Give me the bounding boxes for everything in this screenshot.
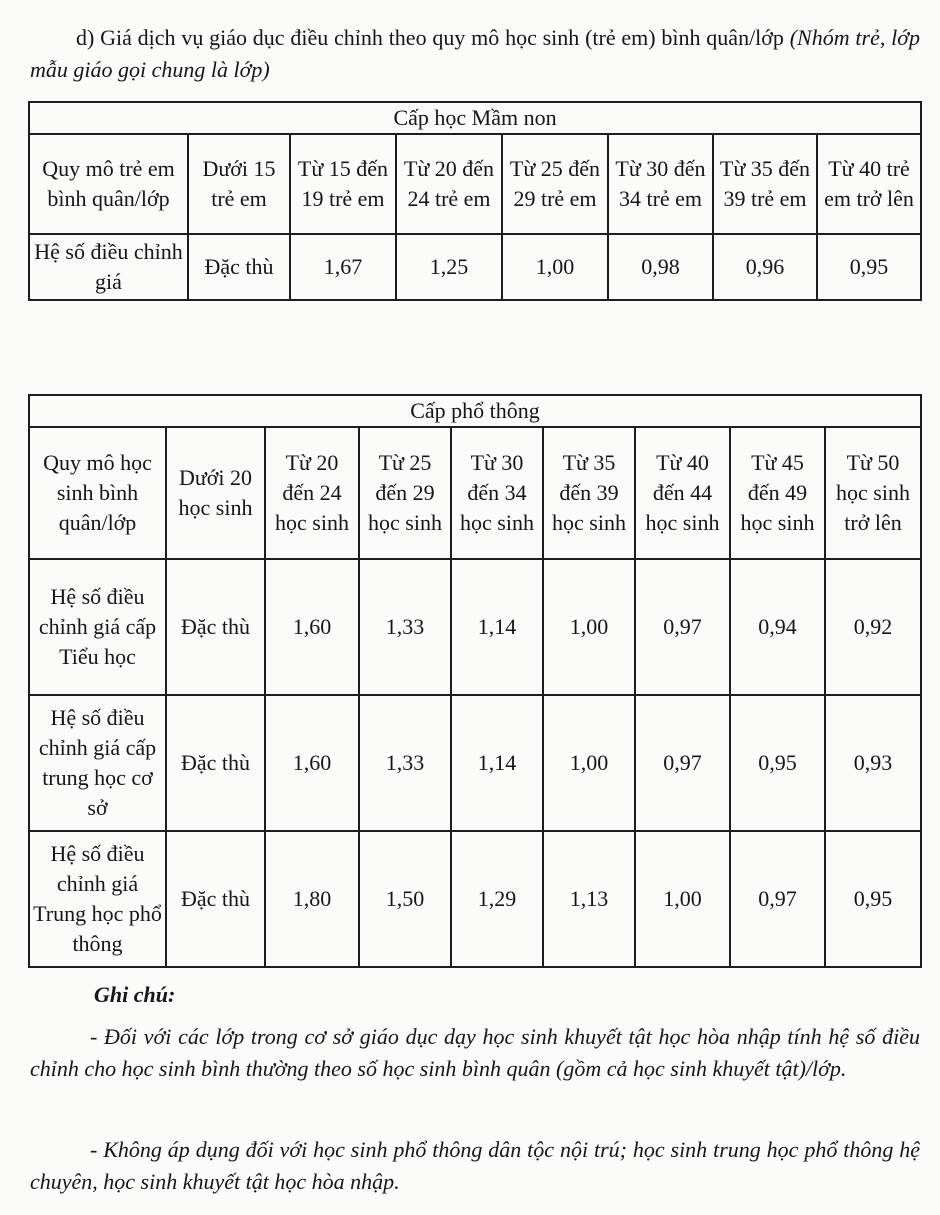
value-cell: 0,94 bbox=[730, 559, 825, 695]
notes-title: Ghi chú: bbox=[94, 982, 176, 1007]
value-cell: 1,00 bbox=[635, 831, 730, 967]
header-cell: Từ 30 đến 34 học sinh bbox=[451, 427, 543, 559]
value-cell: 0,92 bbox=[825, 559, 921, 695]
header-cell: Từ 30 đến 34 trẻ em bbox=[608, 134, 713, 234]
intro-italic: (Nhóm trẻ, lớp mẫu giáo gọi chung là lớp) bbox=[30, 25, 920, 82]
header-cell: Từ 25 đến 29 trẻ em bbox=[502, 134, 608, 234]
general-school-table bbox=[28, 394, 922, 968]
value-cell: 0,97 bbox=[635, 695, 730, 831]
header-cell: Từ 50 học sinh trở lên bbox=[825, 427, 921, 559]
row-label: Hệ số điều chỉnh giá Trung học phổ thông bbox=[29, 831, 166, 967]
preschool-table-title: Cấp học Mầm non bbox=[29, 102, 921, 134]
value-cell: 0,98 bbox=[608, 234, 713, 300]
header-cell: Quy mô học sinh bình quân/lớp bbox=[29, 427, 166, 559]
value-cell: 1,25 bbox=[396, 234, 502, 300]
value-cell: 1,33 bbox=[359, 559, 451, 695]
row-label: Hệ số điều chỉnh giá cấp Tiểu học bbox=[29, 559, 166, 695]
header-cell: Từ 35 đến 39 trẻ em bbox=[713, 134, 817, 234]
value-cell: Đặc thù bbox=[166, 831, 265, 967]
header-cell: Từ 15 đến 19 trẻ em bbox=[290, 134, 396, 234]
header-cell: Từ 40 trẻ em trở lên bbox=[817, 134, 921, 234]
header-cell: Từ 40 đến 44 học sinh bbox=[635, 427, 730, 559]
value-cell: 1,00 bbox=[543, 695, 635, 831]
value-cell: 0,95 bbox=[730, 695, 825, 831]
value-cell: 1,80 bbox=[265, 831, 359, 967]
value-cell: 1,33 bbox=[359, 695, 451, 831]
value-cell: 0,97 bbox=[730, 831, 825, 967]
value-cell: 1,50 bbox=[359, 831, 451, 967]
intro-text: d) Giá dịch vụ giáo dục điều chỉnh theo quy mô học sinh (trẻ em) bình quân/lớp bbox=[76, 25, 790, 50]
value-cell: 1,60 bbox=[265, 559, 359, 695]
value-cell: 0,93 bbox=[825, 695, 921, 831]
value-cell: 1,14 bbox=[451, 559, 543, 695]
value-cell: Đặc thù bbox=[166, 559, 265, 695]
value-cell: 0,97 bbox=[635, 559, 730, 695]
value-cell: 1,00 bbox=[502, 234, 608, 300]
value-cell: 1,14 bbox=[451, 695, 543, 831]
header-cell: Từ 25 đến 29 học sinh bbox=[359, 427, 451, 559]
value-cell: 1,13 bbox=[543, 831, 635, 967]
header-cell: Từ 35 đến 39 học sinh bbox=[543, 427, 635, 559]
header-cell: Quy mô trẻ em bình quân/lớp bbox=[29, 134, 188, 234]
header-cell: Từ 20 đến 24 trẻ em bbox=[396, 134, 502, 234]
value-cell: 1,67 bbox=[290, 234, 396, 300]
value-cell: 1,29 bbox=[451, 831, 543, 967]
intro-paragraph bbox=[30, 22, 920, 86]
general-school-table-title: Cấp phổ thông bbox=[29, 395, 921, 427]
row-label: Hệ số điều chỉnh giá bbox=[29, 234, 188, 300]
value-cell: 0,96 bbox=[713, 234, 817, 300]
row-label: Hệ số điều chỉnh giá cấp trung học cơ sở bbox=[29, 695, 166, 831]
note-paragraph: - Đối với các lớp trong cơ sở giáo dục dạy học sinh khuyết tật học hòa nhập tính hệ số điều chỉnh cho học sinh bình thường theo số học sinh bình quân (gồm cả học sinh khuyết tật)/lớp. bbox=[30, 1024, 920, 1081]
preschool-table bbox=[28, 101, 922, 301]
header-cell: Dưới 20 học sinh bbox=[166, 427, 265, 559]
note-paragraph: - Không áp dụng đối với học sinh phổ thông dân tộc nội trú; học sinh trung học phổ thông hệ chuyên, học sinh khuyết tật học hòa nhập. bbox=[30, 1137, 920, 1194]
value-cell: Đặc thù bbox=[166, 695, 265, 831]
value-cell: 0,95 bbox=[825, 831, 921, 967]
header-cell: Từ 20 đến 24 học sinh bbox=[265, 427, 359, 559]
header-cell: Dưới 15 trẻ em bbox=[188, 134, 290, 234]
header-cell: Từ 45 đến 49 học sinh bbox=[730, 427, 825, 559]
value-cell: Đặc thù bbox=[188, 234, 290, 300]
value-cell: 0,95 bbox=[817, 234, 921, 300]
value-cell: 1,00 bbox=[543, 559, 635, 695]
value-cell: 1,60 bbox=[265, 695, 359, 831]
